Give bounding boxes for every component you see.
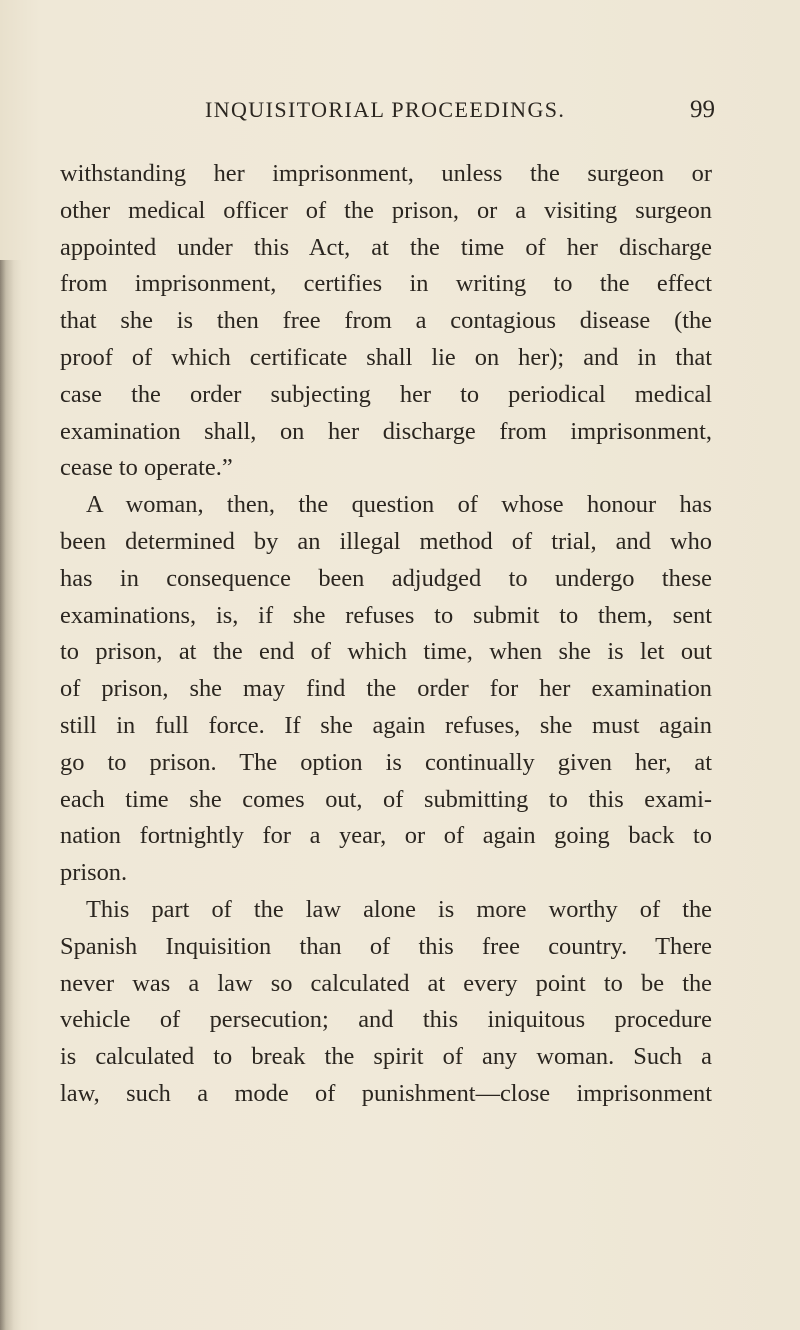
text-line: been determined by an illegal method of trial, and who — [60, 527, 712, 555]
spine-shadow — [0, 260, 22, 1330]
text-line: cease to operate.” — [60, 454, 233, 482]
text-line: appointed under this Act, at the time of her discharge — [60, 233, 712, 261]
text-line: to prison, at the end of which time, when she is let out — [60, 638, 712, 666]
text-line: nation fortnightly for a year, or of again going back to — [60, 822, 712, 850]
text-line: proof of which certificate shall lie on her); and in that — [60, 343, 712, 371]
text-line: examinations, is, if she refuses to submit to them, sent — [60, 601, 712, 629]
text-line: go to prison. The option is continually given her, at — [60, 748, 712, 776]
text-line: examination shall, on her discharge from imprisonment, — [60, 417, 712, 445]
running-title: INQUISITORIAL PROCEEDINGS. — [205, 97, 566, 122]
text-line: from imprisonment, certifies in writing to the effect — [60, 270, 712, 298]
text-line: prison. — [60, 859, 128, 887]
running-head — [205, 90, 715, 130]
text-line: Spanish Inquisition than of this free country. There — [60, 932, 712, 960]
text-line: that she is then free from a contagious disease (the — [60, 307, 712, 335]
text-line: has in consequence been adjudged to undergo these — [60, 564, 712, 592]
text-line: other medical officer of the prison, or a visiting surgeon — [60, 196, 712, 224]
page-number: 99 — [690, 96, 715, 123]
text-line: case the order subjecting her to periodical medical — [60, 380, 712, 408]
text-line: each time she comes out, of submitting to this exami- — [60, 785, 712, 813]
text-line: law, such a mode of punishment—close imprisonment — [60, 1079, 712, 1107]
text-line: vehicle of persecution; and this iniquitous procedure — [60, 1006, 712, 1034]
text-line: is calculated to break the spirit of any woman. Such a — [60, 1043, 712, 1071]
text-line: This part of the law alone is more worthy of the — [86, 895, 712, 923]
text-line: still in full force. If she again refuses, she must again — [60, 711, 712, 739]
text-line: A woman, then, the question of whose honour has — [86, 491, 712, 519]
text-line: of prison, she may find the order for her examination — [60, 675, 712, 703]
body-text — [60, 156, 712, 1113]
text-line: withstanding her imprisonment, unless the surgeon or — [60, 160, 712, 187]
text-line: never was a law so calculated at every point to be the — [60, 969, 712, 997]
